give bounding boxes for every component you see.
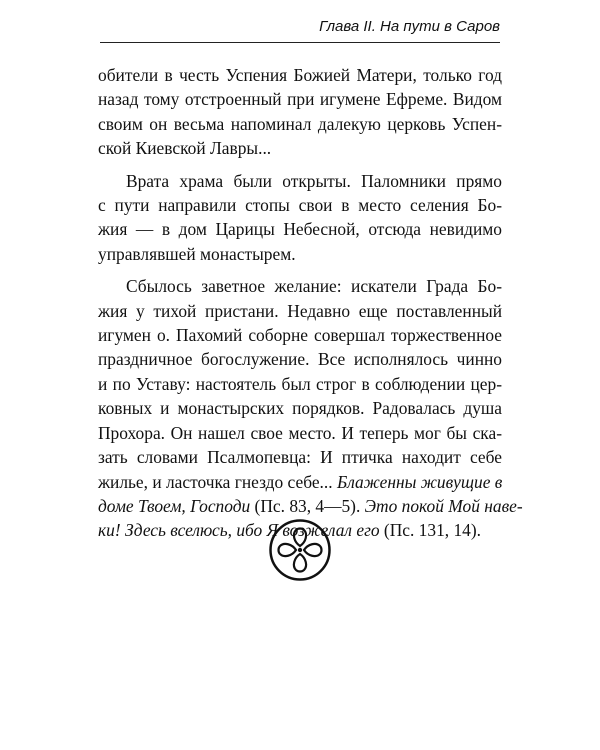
- running-header: Глава II. На пути в Саров: [319, 18, 500, 35]
- quatrefoil-cross-ornament-icon: [268, 518, 332, 582]
- italic-quote: Это покой Мой наве-: [364, 495, 523, 516]
- text-line: обители в честь Успения Божией Матери, только год: [98, 65, 502, 85]
- text-line: [98, 470, 502, 494]
- italic-quote: Блаженны живущие в: [336, 471, 503, 492]
- text-line: ской Киевской Лавры...: [98, 138, 272, 159]
- header-rule: [100, 42, 500, 43]
- text-line: управлявшей монастырем.: [98, 243, 296, 264]
- text-line: игумен о. Пахомий соборне совершал торжественное: [98, 325, 502, 346]
- italic-quote: доме Твоем, Господи: [98, 495, 251, 516]
- italic-quote: ки! Здесь вселюсь, ибо Я возжелал его: [98, 520, 380, 541]
- text-line: жия — в дом Царицы Небесной, отсюда невидимо: [98, 219, 502, 240]
- citation: (Пс. 83, 4—5).: [250, 495, 365, 516]
- text-line: Сбылось заветное желание: искатели Града Бо-: [126, 276, 502, 297]
- text-line: с пути направили стопы свои в место селения Бо-: [98, 195, 502, 216]
- text-line: и по Уставу: настоятель был строг в соблюдении цер-: [98, 373, 502, 394]
- text-line: Врата храма были открыты. Паломники прямо: [126, 170, 502, 191]
- text-line: ковных и монастырских порядков. Радовалась душа: [98, 398, 502, 419]
- text-line: своим он весьма напоминал далекую церковь Успен-: [98, 113, 502, 134]
- text-run: жилье, и ласточка гнездо себе...: [98, 471, 337, 492]
- text-line: праздничное богослужение. Все исполнялось чинно: [98, 349, 502, 370]
- text-line: назад тому отстроенный при игумене Ефреме. Видом: [98, 89, 502, 110]
- citation: (Пс. 131, 14).: [379, 520, 481, 541]
- text-line: Прохора. Он нашел свое место. И теперь мог бы ска-: [98, 422, 502, 443]
- text-line: зать словами Псалмопевца: И птичка находит себе: [98, 447, 502, 468]
- text-line: жия у тихой пристани. Недавно еще поставленный: [98, 300, 502, 321]
- text-line: [98, 494, 523, 518]
- body-text: [98, 63, 523, 543]
